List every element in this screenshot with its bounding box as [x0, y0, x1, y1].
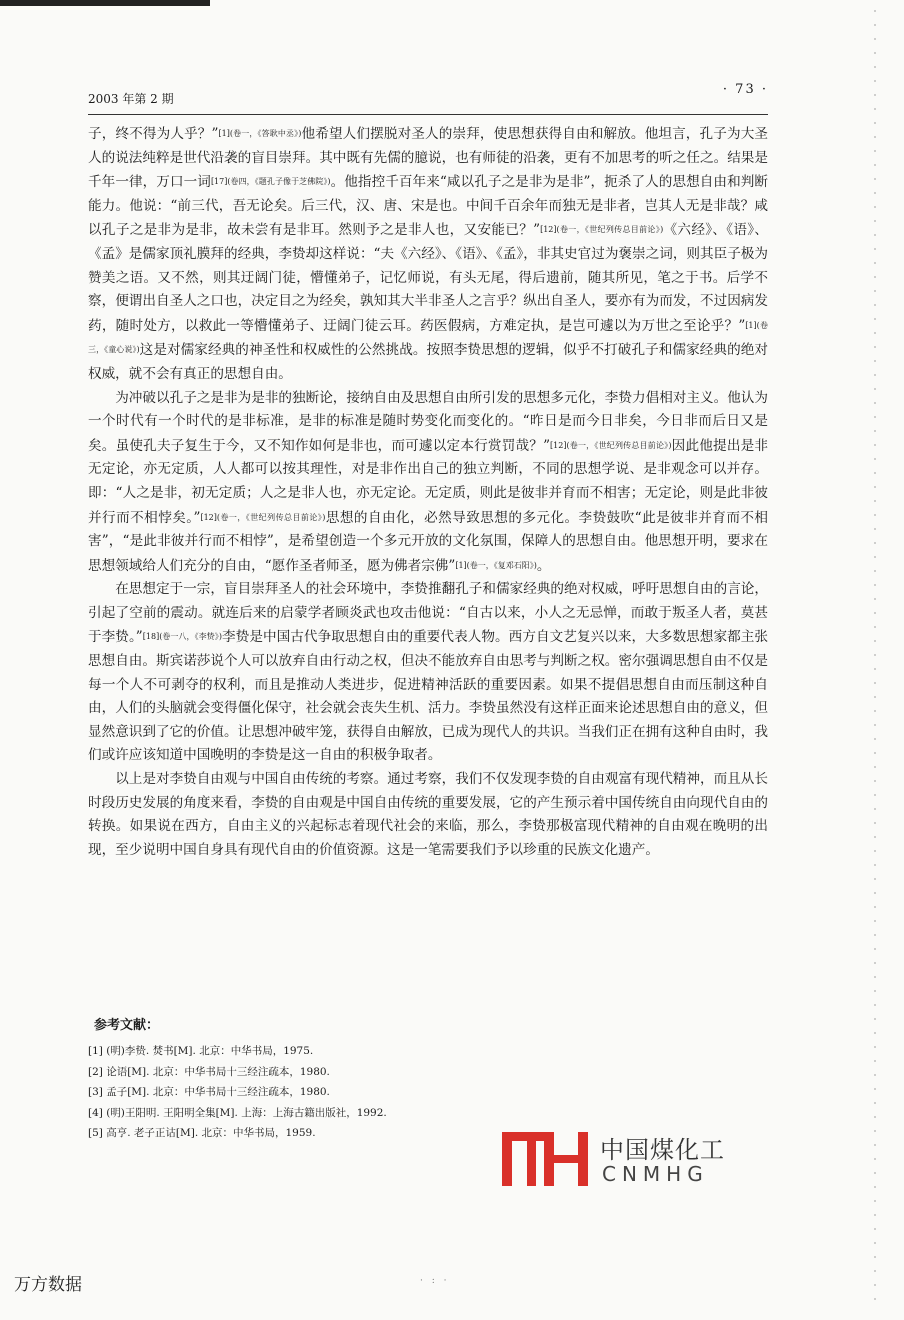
cnmhg-logo: [500, 1128, 740, 1190]
logo-text-cn: 中国煤化工: [600, 1136, 725, 1164]
paragraph-text: 思想的自由化，必然导致思想的多元化。李贽鼓吹“此是彼非并育而不相害”，“是此非彼并行而不相悖”，是希望创造一个多元开放的文化氛围，保障人的思想自由。他思想开明，要求在思想领域给人们充分的自由，“愿作圣者师圣，愿为佛者宗佛”: [88, 509, 768, 574]
reference-item: [4] (明)王阳明. 王阳明全集[M]. 上海：上海古籍出版社，1992.: [88, 1106, 387, 1119]
paragraph-text: 李贽是中国古代争取思想自由的重要代表人物。西方自文艺复兴以来，大多数思想家都主张思想自由。斯宾诺莎说个人可以放弃自由行动之权，但决不能放弃自由思考与判断之权。密尔强调思想自由不仅是每一个人不可剥夺的权利，而且是推动人类进步，促进精神活跃的重要因素。如果不提倡思想自由而压制这种自由，人们的头脑就会变得僵化保守，社会就会丧失生机、活力。李贽虽然没有这样正面来论述思想自由的意义，但显然意识到了它的价值。让思想冲破牢笼，获得自由解放，已成为现代人的共识。当我们正在拥有这种自由时，我们或许应该知道中国晚明的李贽是这一自由的积极争取者。: [88, 629, 768, 764]
paragraph-text: 因此他提出是非无定论，亦无定质，人人都可以按其理性，对是非作出自己的独立判断，不同的思想学说、是非观念可以并存。即：“人之是非，初无定质；人之是非人也，亦无定论。无定质，则此是彼非并育而不相害；无定论，则是此非彼并行而不相悖矣。”: [88, 437, 769, 526]
paragraph-text: 。: [536, 557, 551, 574]
page-number: · 73 ·: [722, 82, 768, 97]
article-body: [88, 122, 768, 862]
citation-mark: [12](卷一，《世纪列传总目前论》): [200, 512, 326, 522]
paragraph-text: 在思想定于一宗，盲目崇拜圣人的社会环境中，李贽推翻孔子和儒家经典的绝对权威，呼吁思想自由的言论，引起了空前的震动。就连后来的启蒙学者顾炎武也攻击他说：“自古以来，小人之无忌惮，而敢于叛圣人者，莫甚于李贽。”: [88, 581, 768, 646]
citation-mark: [12](卷一，《世纪列传总目前论》): [550, 440, 672, 450]
citation-mark: [1](卷一，《答耿中丞》): [218, 129, 302, 138]
body-paragraph: [88, 387, 768, 579]
paragraph-text: 为冲破以孔子之是非为是非的独断论，接纳自由及思想自由所引发的思想多元化，李贽力倡相对主义。他认为一个时代有一个时代的是非标准，是非的标准是随时势变化而变化的。“昨日是而今日非矣，今日非而后日又是矣。虽使孔夫子复生于今，又不知作如何是非也，而可遽以定本行赏罚哉？”: [88, 389, 768, 454]
reference-item: [1] (明)李贽. 焚书[M]. 北京：中华书局，1975.: [88, 1045, 314, 1057]
citation-mark: [1](卷一，《复邓石阳》): [455, 560, 537, 570]
header-rule: [88, 114, 768, 115]
paragraph-text: 子，终不得为人乎？”: [88, 126, 219, 142]
references-title: 参考文献：: [94, 1018, 160, 1033]
citation-mark: [1](卷三，《童心说》): [88, 320, 768, 355]
citation-mark: [17](卷四，《题孔子像于芝佛院》): [210, 177, 331, 187]
running-header: [88, 82, 768, 110]
paragraph-text: 。他指控千百年来“咸以孔子之是非为是非”，扼杀了人的思想自由和判断能力。他说：“前三代，吾无论矣。后三代，汉、唐、宋是也。中间千百余年而独无是非者，岂其人无是非哉？咸以孔子之是非为是非，故未尝有是非耳。然则予之是非人也，又安能已？”: [88, 174, 768, 239]
mh-logo-mark: [500, 1128, 592, 1190]
scan-edge-marks: [874, 10, 876, 1300]
wanfang-watermark: 万方数据: [14, 1275, 82, 1295]
reference-item: [2] 论语[M]. 北京：中华书局十三经注疏本，1980.: [88, 1065, 330, 1078]
body-paragraph: [88, 578, 768, 768]
paragraph-text: 《六经》、《语》、《孟》是儒家顶礼膜拜的经典，李贽却这样说：“夫《六经》、《语》、《孟》，非其史官过为褒崇之词，则其臣子极为赞美之语。又不然，则其迂阔门徒，懵懂弟子，记忆师说，有头无尾，得后遗前，随其所见，笔之于书。后学不察，便谓出自圣人之口也，决定目之为经矣，孰知其大半非圣人之言乎？纵出自圣人，要亦有为而发，不过因病发药，随时处方，以救此一等懵懂弟子、迂阔门徒云耳。药医假病，方难定执，是岂可遽以为万世之至论乎？”: [88, 222, 768, 334]
paragraph-text: 他希望人们摆脱对圣人的崇拜，使思想获得自由和解放。他坦言，孔子为大圣人的说法纯粹是世代沿袭的盲目崇拜。其中既有先儒的臆说，也有师徒的沿袭，更有不加思考的听之任之。结果是千年一律，万口一词: [88, 126, 769, 191]
citation-mark: [18](卷一八，《李贽》): [142, 632, 222, 642]
references-section: [88, 1014, 648, 1144]
issue-label: 2003 年第 2 期: [88, 92, 174, 106]
paragraph-text: 以上是对李贽自由观与中国自由传统的考察。通过考察，我们不仅发现李贽的自由观富有现代精神，而且从长时段历史发展的角度来看，李贽的自由观是中国自由传统的重要发展，它的产生预示着中国传统自由向现代自由的转换。如果说在西方，自由主义的兴起标志着现代社会的来临，那么，李贽那极富现代精神的自由观在晚明的出现，至少说明中国自身具有现代自由的价值资源。这是一笔需要我们予以珍重的民族文化遗产。: [88, 771, 768, 858]
paragraph-text: 这是对儒家经典的神圣性和权威性的公然挑战。按照李贽思想的逻辑，似乎不打破孔子和儒家经典的绝对权威，就不会有真正的思想自由。: [88, 342, 768, 382]
scan-specks: · : ·: [420, 1276, 450, 1286]
citation-mark: [12](卷一，《世纪列传总目前论》): [540, 225, 664, 235]
reference-item: [3] 孟子[M]. 北京：中华书局十三经注疏本，1980.: [88, 1086, 330, 1099]
body-paragraph: [88, 768, 768, 862]
top-scan-bar: [0, 0, 210, 6]
reference-item: [5] 高亨. 老子正诂[M]. 北京：中华书局，1959.: [88, 1127, 316, 1140]
logo-text-en: CNMHG: [602, 1162, 709, 1186]
body-paragraph: [88, 122, 768, 387]
